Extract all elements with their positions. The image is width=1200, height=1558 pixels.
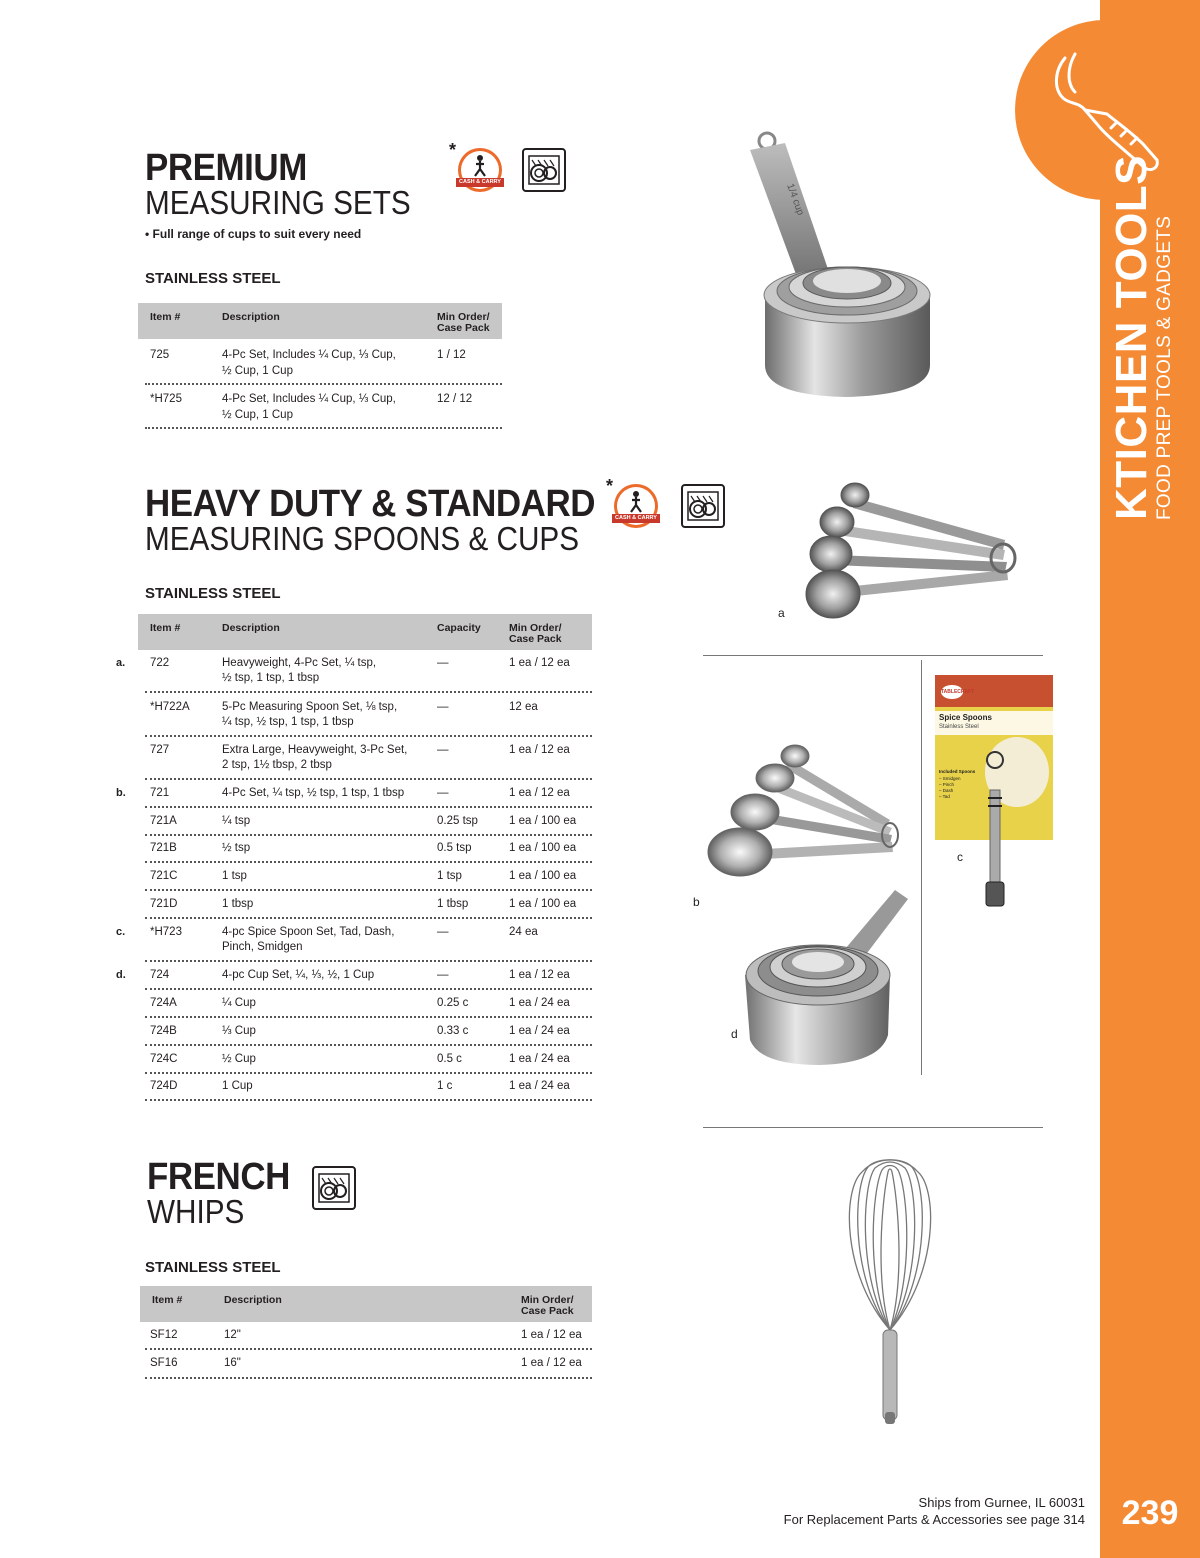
svg-text:1/4 cup: 1/4 cup [784,182,806,217]
table-cell-desc: Heavyweight, 4-Pc Set, ¼ tsp, [222,657,377,669]
table-cell-desc: ¼ tsp [222,815,251,827]
cash-carry-label: CASH & CARRY [612,514,660,523]
row-divider [145,834,592,836]
spoons-set-photo [700,740,910,890]
table-cell-desc: 12" [224,1329,241,1341]
cup-set-photo [740,885,910,1075]
heavy-material: STAINLESS STEEL [145,585,281,602]
table-cell-desc: 1 tbsp [222,898,254,910]
table-cell-desc: 4-pc Cup Set, ¼, ⅓, ½, 1 Cup [222,969,375,981]
premium-bullet: • Full range of cups to suit every need [145,227,362,241]
table-cell-min: 1 ea / 12 ea [521,1357,582,1369]
table-cell-desc: ½ tsp, 1 tsp, 1 tbsp [222,672,320,684]
table-cell-item: 724B [150,1025,177,1037]
row-divider [145,778,592,780]
whips-title-bold: FRENCH [147,1156,290,1198]
table-cell-desc: ½ Cup [222,1053,256,1065]
row-letter: c. [116,926,126,938]
row-divider [145,960,592,962]
photo-divider [703,655,1043,656]
table-cell-capacity: 0.25 tsp [437,815,478,827]
th-description: Description [224,1294,282,1306]
table-cell-min: 1 ea / 24 ea [509,1080,570,1092]
table-cell-item: *H722A [150,701,190,713]
th-item: Item # [150,311,181,323]
table-cell-item: 721B [150,842,177,854]
package-subtitle: Stainless Steel [939,724,979,730]
table-cell-item: 722 [150,657,170,669]
row-divider [145,691,592,693]
whips-material: STAINLESS STEEL [145,1259,281,1276]
row-divider [145,861,592,863]
band-subtitle: FOOD PREP TOOLS & GADGETS [1154,215,1175,520]
table-cell-item: SF12 [150,1329,178,1341]
table-cell-min: 1 ea / 100 ea [509,842,577,854]
row-divider [145,1016,592,1018]
cash-carry-badge [458,148,502,192]
th-min-order: Min Order/ Case Pack [521,1294,574,1317]
premium-title-bold: PREMIUM [145,147,307,189]
package-title: Spice Spoons [939,713,992,722]
table-cell-desc: 16" [224,1357,241,1369]
row-divider [145,1099,592,1101]
row-divider [145,806,592,808]
row-divider [145,383,502,385]
whips-title-light: WHIPS [147,1193,245,1230]
dishwasher-safe-icon [522,148,566,192]
table-cell-desc: 4-Pc Set, ¼ tsp, ½ tsp, 1 tsp, 1 tbsp [222,787,405,799]
table-cell-min: 1 ea / 100 ea [509,815,577,827]
table-cell-capacity: 1 c [437,1080,453,1092]
table-cell-capacity: 0.5 c [437,1053,462,1065]
premium-title-light: MEASURING SETS [145,184,411,221]
row-divider [145,1044,592,1046]
table-cell-item: 724C [150,1053,178,1065]
photo-label-b: b [693,895,700,909]
cart-person-icon [626,490,646,514]
cash-carry-badge [614,484,658,528]
photo-divider [703,1127,1043,1128]
table-cell-desc: 2 tsp, 1½ tbsp, 2 tbsp [222,759,332,771]
table-cell-capacity: — [437,657,449,669]
table-cell-min: 1 / 12 [437,349,466,361]
row-letter: d. [116,969,126,981]
th-item: Item # [150,622,181,634]
heavy-title-light: MEASURING SPOONS & CUPS [145,520,580,557]
row-divider [145,988,592,990]
table-cell-min: 1 ea / 24 ea [509,1053,570,1065]
photo-divider-vertical [921,660,922,1075]
dishwasher-safe-icon [312,1166,356,1210]
table-cell-capacity: 1 tsp [437,870,462,882]
whip-photo [840,1150,940,1430]
table-cell-desc: 4-Pc Set, Includes ¼ Cup, ⅓ Cup, [222,393,396,405]
premium-material: STAINLESS STEEL [145,270,281,287]
table-cell-min: 24 ea [509,926,538,938]
th-min-order: Min Order/ Case Pack [437,311,490,334]
th-min-order: Min Order/ Case Pack [509,622,562,645]
table-cell-min: 1 ea / 24 ea [509,1025,570,1037]
table-cell-min: 1 ea / 100 ea [509,898,577,910]
table-cell-desc: 1 Cup [222,1080,253,1092]
table-cell-capacity: — [437,926,449,938]
table-cell-capacity: 0.5 tsp [437,842,472,854]
th-description: Description [222,622,280,634]
cash-carry-label: CASH & CARRY [456,178,504,187]
asterisk: * [449,140,457,160]
table-cell-desc: Extra Large, Heavyweight, 3-Pc Set, [222,744,408,756]
row-divider [145,735,592,737]
table-cell-item: 724A [150,997,177,1009]
row-divider [145,1377,592,1379]
table-cell-capacity: — [437,787,449,799]
table-cell-desc: 1 tsp [222,870,247,882]
row-divider [145,917,592,919]
table-cell-capacity: 0.33 c [437,1025,469,1037]
table-cell-item: 721 [150,787,170,799]
footer-ships-from: Ships from Gurnee, IL 60031 [918,1495,1085,1510]
table-cell-item: 724 [150,969,170,981]
photo-label-a: a [778,606,785,620]
th-description: Description [222,311,280,323]
table-cell-item: *H723 [150,926,182,938]
table-cell-min: 1 ea / 100 ea [509,870,577,882]
table-cell-capacity: — [437,744,449,756]
table-cell-desc: 4-pc Spice Spoon Set, Tad, Dash, [222,926,395,938]
band-text [1107,0,1190,520]
row-divider [145,1072,592,1074]
table-cell-min: 12 ea [509,701,538,713]
table-cell-min: 1 ea / 12 ea [509,744,570,756]
table-cell-desc: ½ Cup, 1 Cup [222,409,293,421]
footer-replacement-parts: For Replacement Parts & Accessories see page 314 [783,1512,1085,1527]
row-divider [145,427,502,429]
package-list: – Smidgen – Pinch – Dash – Tad [939,776,961,799]
table-cell-item: 725 [150,349,170,361]
measuring-spoons-photo [795,470,1035,630]
table-cell-desc: 5-Pc Measuring Spoon Set, ⅛ tsp, [222,701,398,713]
measuring-cups-photo [745,125,975,415]
table-cell-item: 721D [150,898,178,910]
table-cell-item: 721C [150,870,178,882]
package-brand-logo: TABLECRAFT [941,685,963,699]
table-cell-capacity: 1 tbsp [437,898,469,910]
heavy-table-header [138,614,592,650]
table-cell-desc: 4-Pc Set, Includes ¼ Cup, ⅓ Cup, [222,349,396,361]
row-divider [145,1348,592,1350]
band-title: KTICHEN TOOLS [1107,154,1156,520]
table-cell-capacity: — [437,969,449,981]
table-cell-min: 12 / 12 [437,393,473,405]
table-cell-desc: ¼ tsp, ½ tsp, 1 tsp, 1 tbsp [222,716,354,728]
photo-label-d: d [731,1027,738,1041]
table-cell-item: 727 [150,744,170,756]
table-cell-item: 721A [150,815,177,827]
table-cell-desc: ¼ Cup [222,997,256,1009]
table-cell-desc: ½ tsp [222,842,251,854]
table-cell-desc: ½ Cup, 1 Cup [222,365,293,377]
table-cell-min: 1 ea / 12 ea [521,1329,582,1341]
table-cell-min: 1 ea / 12 ea [509,657,570,669]
footer [784,1494,1085,1528]
table-cell-capacity: 0.25 c [437,997,469,1009]
table-cell-capacity: — [437,701,449,713]
premium-table-header [138,303,502,339]
photo-label-c: c [957,850,963,864]
th-capacity: Capacity [437,622,481,634]
table-cell-item: *H725 [150,393,182,405]
row-letter: b. [116,787,126,799]
table-cell-desc: Pinch, Smidgen [222,941,303,953]
cart-person-icon [470,154,490,178]
dishwasher-safe-icon [681,484,725,528]
table-cell-item: SF16 [150,1357,178,1369]
whips-table-header [140,1286,592,1322]
heavy-title-bold: HEAVY DUTY & STANDARD [145,483,596,525]
package-list-title: Included Spoons [939,769,976,774]
page-number: 239 [1121,1494,1179,1532]
row-letter: a. [116,657,126,669]
table-cell-item: 724D [150,1080,178,1092]
spice-spoon-handle [975,750,1015,910]
row-divider [145,889,592,891]
th-item: Item # [152,1294,183,1306]
table-cell-min: 1 ea / 24 ea [509,997,570,1009]
table-cell-min: 1 ea / 12 ea [509,787,570,799]
table-cell-min: 1 ea / 12 ea [509,969,570,981]
asterisk: * [606,476,614,496]
table-cell-desc: ⅓ Cup [222,1025,256,1037]
